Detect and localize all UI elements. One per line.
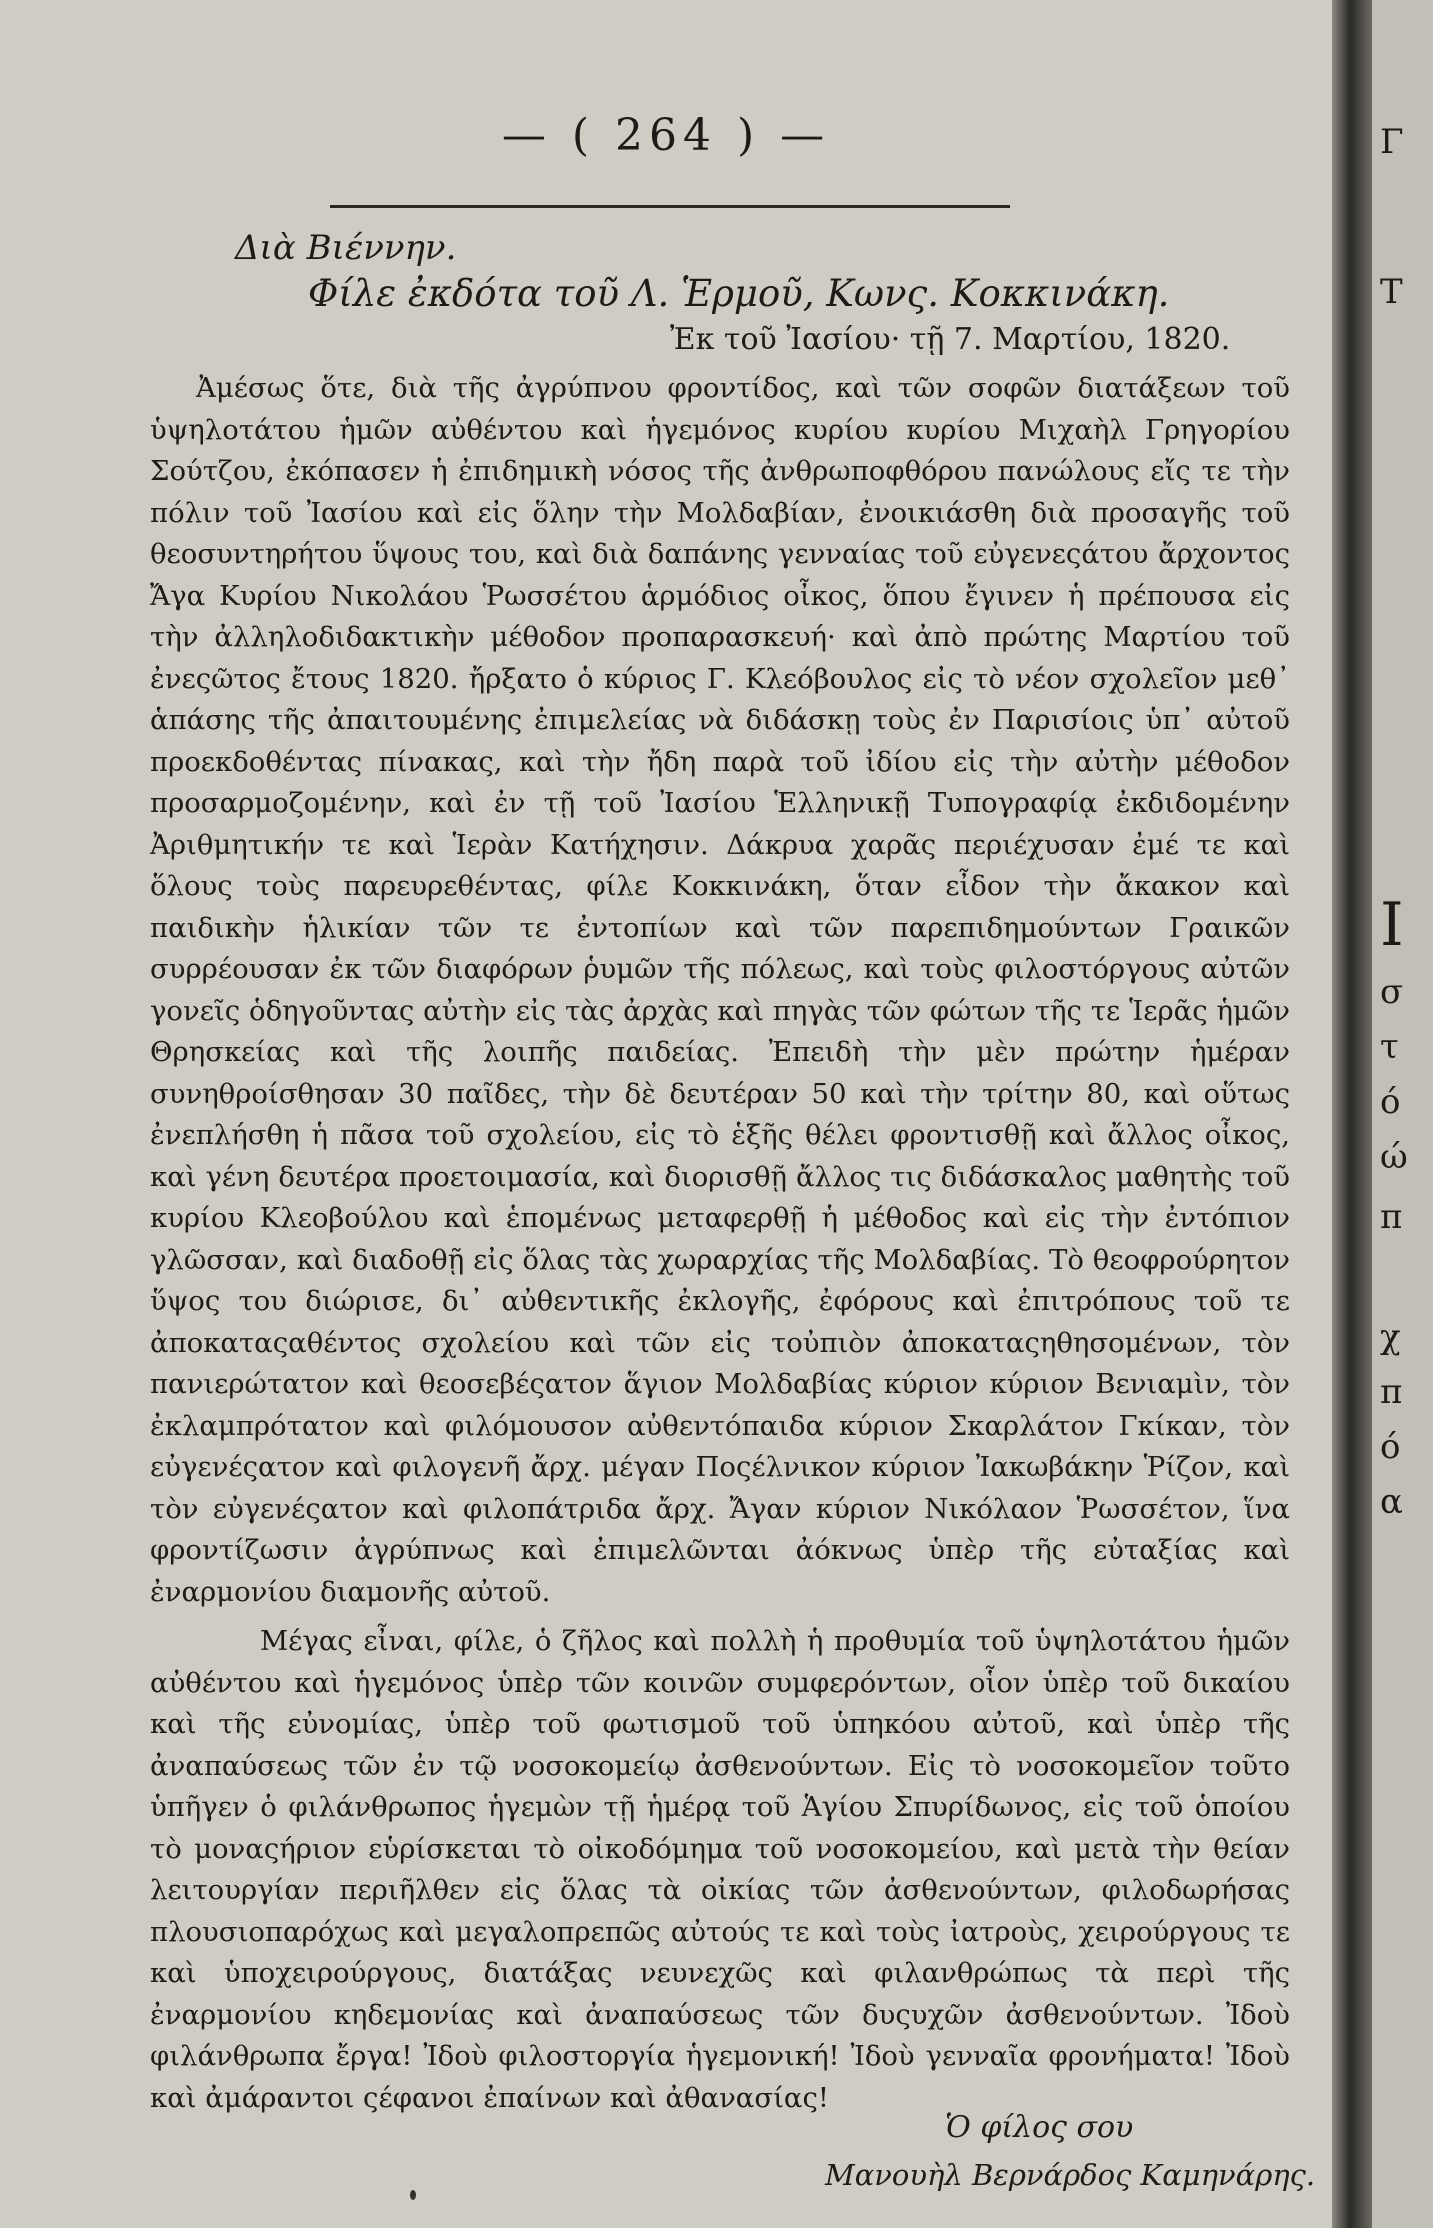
header-rule <box>330 205 1010 208</box>
facing-fragment: τ <box>1380 1027 1399 1067</box>
paragraph-2: Μέγας εἶναι, φίλε, ὁ ζῆλος καὶ πολλὴ ἡ προθυμία τοῦ ὑψηλοτάτου ἡμῶν αὐθέντου καὶ ἡγεμόνος ὑπὲρ τῶν κοινῶν συμφερόντων, οἷον ὑπὲρ τοῦ δικαίου καὶ τῆς εὐνομίας, ὑπὲρ τοῦ φωτισμοῦ τοῦ ὑπηκόου αὐτοῦ, καὶ ὑπὲρ τῆς ἀναπαύσεως τῶν ἐν τῷ νοσοκομείῳ ἀσθενούντων. Εἰς τὸ νοσοκομεῖον τοῦτο ὑπῆγεν ὁ φιλάνθρωπος ἡγεμὼν τῇ ἡμέρᾳ τοῦ Ἁγίου Σπυρίδωνος, εἰς τοῦ ὁποίου τὸ μοναςήριον εὑρίσκεται τὸ οἰκοδόμημα τοῦ νοσοκομείου, καὶ μετὰ τὴν θείαν λειτουργίαν περιῆλθεν εἰς ὅλας τὰ οἰκίας τῶν ἀσθενούντων, φιλοδωρήσας πλουσιοπαρόχως καὶ μεγαλοπρεπῶς αὐτούς τε καὶ τοὺς ἰατροὺς, χειρούργους τε καὶ ὑποχειρούργους, διατάξας νευνεχῶς καὶ φιλανθρώπως τὰ περὶ τῆς ἐναρμονίου κηδεμονίας καὶ ἀναπαύσεως τῶν δυςυχῶν ἀσθενούντων. Ἰδοὺ φιλάνθρωπα ἔργα! Ἰδοὺ φιλοστοργία ἡγεμονική! Ἰδοὺ γενναῖα φρονήματα! Ἰδοὺ καὶ ἀμάραντοι ςέφανοι ἐπαίνων καὶ ἀθανασίας! <box>150 1625 1290 2114</box>
letter-salutation: Φίλε ἐκδότα τοῦ Λ. Ἑρμοῦ, Κωνς. Κοκκινάκη. <box>308 272 1170 315</box>
page-number: — ( 264 ) — <box>501 110 831 161</box>
facing-page-edge <box>1372 0 1433 2228</box>
book-gutter <box>1332 0 1372 2228</box>
facing-fragment: σ <box>1380 972 1404 1012</box>
letter-dateline: Ἐκ τοῦ Ἰασίου· τῇ 7. Μαρτίου, 1820. <box>670 322 1231 357</box>
letter-body <box>150 368 1290 2119</box>
facing-fragment: π <box>1380 1372 1403 1412</box>
facing-fragment: Ι <box>1380 890 1404 960</box>
facing-fragment: Τ <box>1380 272 1403 312</box>
facing-fragment: ό <box>1380 1427 1401 1467</box>
facing-fragment: α <box>1380 1482 1403 1522</box>
paragraph-1: Ἀμέσως ὅτε, διὰ τῆς ἀγρύπνου φροντίδος, καὶ τῶν σοφῶν διατάξεων τοῦ ὑψηλοτάτου ἡμῶν αὐθέντου καὶ ἡγεμόνος κυρίου κυρίου Μιχαὴλ Γρηγορίου Σούτζου, ἐκόπασεν ἡ ἐπιδημικὴ νόσος τῆς ἀνθρωποφθόρου πανώλους εἴς τε τὴν πόλιν τοῦ Ἰασίου καὶ εἰς ὅλην τὴν Μολδαβίαν, ἐνοικιάσθη διὰ προσαγῆς τοῦ θεοσυντηρήτου ὕψους του, καὶ διὰ δαπάνης γενναίας τοῦ εὐγενεςάτου ἄρχοντος Ἄγα Κυρίου Νικολάου Ῥωσσέτου ἁρμόδιος οἶκος, ὅπου ἔγινεν ἡ πρέπουσα εἰς τὴν ἀλληλοδιδακτικὴν μέθοδον προπαρασκευή· καὶ ἀπὸ πρώτης Μαρτίου τοῦ ἐνεςῶτος ἔτους 1820. ἤρξατο ὁ κύριος Γ. Κλεόβουλος εἰς τὸ νέον σχολεῖον μεθ᾽ ἁπάσης τῆς ἀπαιτουμένης ἐπιμελείας νὰ διδάσκῃ τοὺς ἐν Παρισίοις ὑπ᾽ αὐτοῦ προεκδοθέντας πίνακας, καὶ τὴν ἤδη παρὰ τοῦ ἰδίου εἰς τὴν αὐτὴν μέθοδον προσαρμοζομένην, καὶ ἐν τῇ τοῦ Ἰασίου Ἑλληνικῇ Τυπογραφίᾳ ἐκδιδομένην Ἀριθμητικήν τε καὶ Ἱερὰν Κατήχησιν. Δάκρυα χαρᾶς περιέχυσαν ἐμέ τε καὶ ὅλους τοὺς παρευρεθέντας, φίλε Κοκκινάκη, ὅταν εἶδον τὴν ἄκακον καὶ παιδικὴν ἡλικίαν τῶν τε ἐντοπίων καὶ τῶν παρεπιδημούντων Γραικῶν συρρέουσαν ἐκ τῶν διαφόρων ῥυμῶν τῆς πόλεως, καὶ τοὺς φιλοστόργους αὐτῶν γονεῖς ὁδηγοῦντας αὐτὴν εἰς τὰς ἀρχὰς καὶ πηγὰς τῶν φώτων τῆς τε Ἱερᾶς ἡμῶν Θρησκείας καὶ τῆς λοιπῆς παιδείας. Ἐπειδὴ τὴν μὲν πρώτην ἡμέραν συνηθροίσθησαν 30 παῖδες, τὴν δὲ δευτέραν 50 καὶ τὴν τρίτην 80, καὶ οὕτως ἐνεπλήσθη ἡ πᾶσα τοῦ σχολείου, εἰς τὸ ἑξῆς θέλει φροντισθῇ καὶ ἄλλος οἶκος, καὶ γένη δευτέρα προετοιμασία, καὶ διορισθῇ ἄλλος τις διδάσκαλος μαθητὴς τοῦ κυρίου Κλεοβούλου καὶ ἑπομένως μεταφερθῇ ἡ μέθοδος καὶ εἰς τὴν ἐντόπιον γλῶσσαν, καὶ διαδοθῇ εἰς ὅλας τὰς χωραρχίας τῆς Μολδαβίας. Τὸ θεοφρούρητον ὕψος του διώρισε, δι᾽ αὐθεντικῆς ἐκλογῆς, ἐφόρους καὶ ἐπιτρόπους τοῦ τε ἀποκαταςαθέντος σχολείου καὶ τῶν εἰς τοὐπιὸν ἀποκαταςηθησομένων, τὸν πανιερώτατον καὶ θεοσεβέςατον ἅγιον Μολδαβίας κύριον κύριον Βενιαμὶν, τὸν ἐκλαμπρότατον καὶ φιλόμουσον αὐθεντόπαιδα κύριον Σκαρλάτον Γκίκαν, τὸν εὐγενέςατον καὶ φιλογενῆ ἄρχ. μέγαν Ποςέλνικον κύριον Ἰακωβάκην Ῥίζον, καὶ τὸν εὐγενέςατον καὶ φιλοπάτριδα ἄρχ. Ἄγαν κύριον Νικόλαον Ῥωσσέτον, ἵνα φροντίζωσιν ἀγρύπνως καὶ ἐπιμελῶνται ἀόκνως ὑπὲρ τῆς εὐταξίας καὶ ἐναρμονίου διαμονῆς αὐτοῦ. <box>150 372 1290 1608</box>
letter-destination: Διὰ Βιέννην. <box>235 228 457 268</box>
ink-speck <box>410 2190 416 2200</box>
facing-fragment: π <box>1380 1197 1403 1237</box>
facing-fragment: ώ <box>1380 1137 1408 1177</box>
facing-fragment: Γ <box>1380 122 1404 162</box>
facing-fragment: χ <box>1380 1317 1401 1357</box>
facing-fragment: ό <box>1380 1082 1401 1122</box>
letter-signoff: Ὁ φίλος σου <box>945 2110 1134 2145</box>
letter-signature: Μανουὴλ Βερνάρδος Καμηνάρης. <box>825 2158 1316 2192</box>
